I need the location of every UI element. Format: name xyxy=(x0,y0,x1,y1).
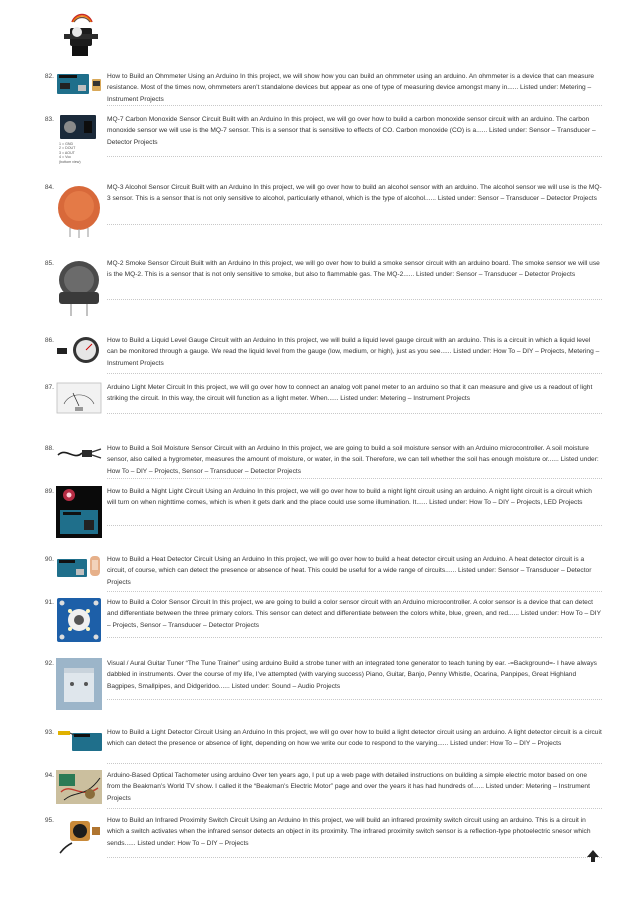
divider xyxy=(107,413,602,414)
panel-meter-thumbnail[interactable] xyxy=(56,382,102,414)
arrow-up-icon[interactable] xyxy=(586,849,600,863)
divider xyxy=(107,224,602,225)
pinout-line: 4 = Vcc xyxy=(59,155,72,160)
item-description[interactable]: How to Build a Liquid Level Gauge Circuit with an Arduino In this project, we will build a liquid level gauge circuit with an arduino. This is a circuit in which a liquid level can be monitored through a gauge. We read the liquid level from the gauge (low, medium, or high), just as you see...... Listed under: How To – DIY – Projects, Metering – Instrument Projects xyxy=(107,337,600,367)
divider xyxy=(107,591,602,592)
pinout-line: 1 = GND xyxy=(59,142,74,146)
mq2-sensor-thumbnail[interactable] xyxy=(56,258,102,318)
item-number: 87. xyxy=(44,384,54,391)
liquid-gauge-thumbnail[interactable] xyxy=(56,335,102,365)
ir-sensor-thumbnail[interactable] xyxy=(56,815,102,855)
item-description[interactable]: MQ-7 Carbon Monoxide Sensor Circuit Built with an Arduino In this project, we will go over how to build a carbon monoxide sensor circuit with an arduino. The carbon monoxide sensor we will use is the MQ-7 sensor. This is a sensor that is sensitive to effects of CO. Carbon monoxide (CO) is a...... Listed under: Sensor – Transducer – Detector Projects xyxy=(107,116,596,146)
item-description[interactable]: MQ-2 Smoke Sensor Circuit Built with an Arduino In this project, we will go over how to build a smoke sensor circuit with an arduino board. The smoke sensor we will use is the MQ-2. This is a sensor that is not only sensitive to smoke, but also to flammable gas. The MQ-2...... Listed under: Sensor – Transducer – Detector Projects xyxy=(107,260,600,279)
item-number: 89. xyxy=(44,488,54,495)
divider xyxy=(107,105,602,106)
pinout-caption xyxy=(59,142,81,164)
item-description[interactable]: How to Build a Light Detector Circuit Using an Arduino In this project, we will go over how to build a light detector circuit using an arduino. A light detector circuit is a circuit which can detect the presence or absence of light, depending on how we write our code to respond to the varying...... Listed under: How To – DIY – Projects xyxy=(107,729,602,748)
item-number: 84. xyxy=(44,184,54,191)
divider xyxy=(107,478,602,479)
item-number: 90. xyxy=(44,556,54,563)
item-number: 83. xyxy=(44,116,54,123)
item-number: 94. xyxy=(44,772,54,779)
divider xyxy=(107,857,602,858)
mq7-module-thumbnail[interactable] xyxy=(56,114,100,140)
divider xyxy=(107,299,602,300)
item-number: 88. xyxy=(44,445,54,452)
guitar-tuner-thumbnail[interactable] xyxy=(56,658,102,710)
item-description[interactable]: How to Build an Infrared Proximity Switch Circuit Using an Arduino In this project, we will build an infrared proximity switch circuit using an arduino. This is a circuit in which a switch activates when the infrared sensor detects an object in its proximity. The infrared proximity switch sensor is a reflection-type photoelectric snesor which sends...... Listed under: How To – DIY – Projects xyxy=(107,817,591,847)
divider xyxy=(107,156,602,157)
soil-sensor-thumbnail[interactable] xyxy=(56,443,102,465)
item-description[interactable]: How to Build a Soil Moisture Sensor Circuit with an Arduino In this project, we are going to build a soil moisture sensor with an Arduino microcontroller. A soil moisture sensor, also called a hygrometer, measures the amount of moisture, or water, in the soil. Therefore, we can tell whether the soil has enough moisture or...... Listed under: How To – DIY – Projects, Sensor – Transducer – Detector Projects xyxy=(107,445,599,475)
color-sensor-thumbnail[interactable] xyxy=(56,597,102,643)
pinout-line: (bottom view) xyxy=(59,159,81,164)
heat-detector-thumbnail[interactable] xyxy=(56,554,104,580)
divider xyxy=(107,699,602,700)
divider xyxy=(107,373,602,374)
item-description[interactable]: How to Build an Ohmmeter Using an Arduino In this project, we will show how you can build an ohmmeter using an arduino. An ohmmeter is a device that can measure resistance. Most of the times now, ohmmeters aren’t standalone devices but appear as one of type of measuring device amongst many in...... Listed under: Metering – Instrument Projects xyxy=(107,73,595,103)
pinout-line: 3 = AOUT xyxy=(59,150,75,155)
item-number: 92. xyxy=(44,660,54,667)
divider xyxy=(107,763,602,764)
servo-thumbnail[interactable] xyxy=(58,12,102,60)
item-description[interactable]: Arduino Light Meter Circuit In this project, we will go over how to connect an analog volt panel meter to an arduino so that it can measure and give us a readout of light striking the circuit. In this way, the circuit will function as a light meter. When...... Listed under: Metering – Instrument Projects xyxy=(107,384,593,403)
light-detector-thumbnail[interactable] xyxy=(56,727,104,753)
item-number: 95. xyxy=(44,817,54,824)
item-number: 82. xyxy=(44,73,54,80)
night-light-thumbnail[interactable] xyxy=(56,486,102,538)
item-number: 91. xyxy=(44,599,54,606)
item-description[interactable]: Arduino-Based Optical Tachometer using arduino Over ten years ago, I put up a web page with detailed instructions on building a simple electric motor based on one from the Beakman’s World TV show. I called it the “Beakman’s Electric Motor” page and over the years it has had hundreds of...... Listed under: Metering – Instrument Projects xyxy=(107,772,590,802)
item-description[interactable]: Visual / Aural Guitar Tuner “The Tune Trainer” using arduino Build a strobe tuner with an integrated tone generator to teach tuning by ear. -=Background=- I have always dabbled in instruments. Over the course of my life, I’ve attempted (with varying success) Piano, Guitar, Banjo, Penny Whistle, Ocarina, Panpipes, Great Highland Bagpipes, Smallpipes, and Didgeridoo...... Listed under: Sound – Audio Projects xyxy=(107,660,597,690)
item-description[interactable]: How to Build a Color Sensor Circuit In this project, we are going to build a color sensor circuit with an Arduino microcontroller. A color sensor is a device that can detect and differentiate between the three primary colors. This sensor can detect and differentiate between the colors white, blue, green, and red...... Listed under: How To – DIY – Projects, Sensor – Transducer – Detector Projects xyxy=(107,599,601,629)
tachometer-thumbnail[interactable] xyxy=(56,770,102,804)
item-number: 85. xyxy=(44,260,54,267)
arduino-thumbnail[interactable] xyxy=(56,71,104,95)
item-number: 86. xyxy=(44,337,54,344)
item-description[interactable]: How to Build a Night Light Circuit Using an Arduino In this project, we will go over how to build a night light circuit using an arduino. A night light circuit is a circuit which will turn on when nighttime comes, which is when it gets dark and the place could use some illumination. It...... Listed under: How To – DIY – Projects, LED Projects xyxy=(107,488,592,507)
item-description[interactable]: MQ-3 Alcohol Sensor Circuit Built with an Arduino In this project, we will go over how to build an alcohol sensor with an arduino. The alcohol sensor we will use is the MQ-3 sensor. This is a sensor that is not only sensitive to alcohol, particularly ethanol, which is the type of alcohol...... Listed under: Sensor – Transducer – Detector Projects xyxy=(107,184,602,203)
item-description[interactable]: How to Build a Heat Detector Circuit Using an Arduino In this project, we will go over how to build a heat detector circuit using an Arduino. A heat detector circuit is a circuit, of course, which can detect the presence or absence of heat. This could be useful for a wide range of circuits...... Listed under: Sensor – Transducer – Detector Projects xyxy=(107,556,592,586)
divider xyxy=(107,808,602,809)
divider xyxy=(107,637,602,638)
item-number: 93. xyxy=(44,729,54,736)
mq3-sensor-thumbnail[interactable] xyxy=(56,182,102,238)
divider xyxy=(107,525,602,526)
pinout-line: 2 = DOUT xyxy=(59,146,76,151)
